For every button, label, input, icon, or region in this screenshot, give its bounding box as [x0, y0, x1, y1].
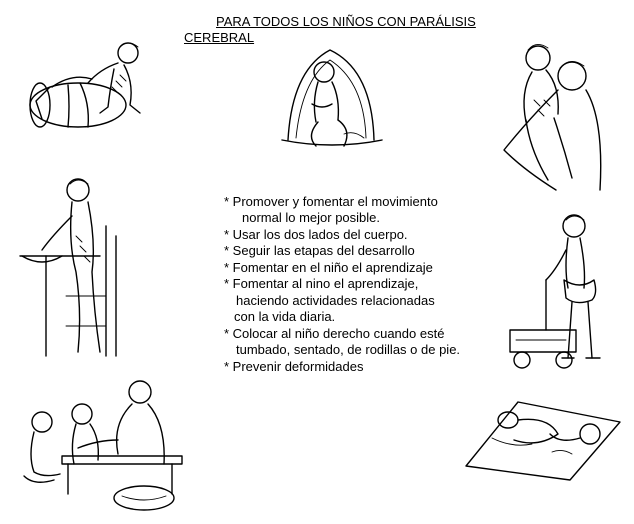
list-line: normal lo mejor posible.	[242, 210, 381, 225]
list-line: * Prevenir deformidades	[224, 359, 364, 374]
list-line: tumbado, sentado, de rodillas o de pie.	[236, 342, 461, 357]
list-line: con la vida diaria.	[234, 309, 336, 324]
child-crawling-over-roll-illustration	[20, 35, 165, 140]
child-pushing-walker-cart-illustration	[506, 210, 608, 375]
children-playing-at-table-illustration	[22, 380, 200, 515]
adult-holding-child-illustration	[498, 40, 608, 200]
list-line: * Promover y fomentar el movimiento	[224, 194, 438, 209]
list-line: haciendo actividades relacionadas	[236, 293, 435, 308]
page-title-line-2: CEREBRAL	[184, 30, 255, 45]
list-line: * Colocar al niño derecho cuando esté	[224, 326, 445, 341]
list-line: * Seguir las etapas del desarrollo	[224, 243, 415, 258]
children-lying-on-mat-illustration	[462, 394, 622, 482]
page-title-line-1: PARA TODOS LOS NIÑOS CON PARÁLISIS	[216, 14, 476, 29]
child-sitting-in-tent-illustration	[282, 42, 382, 162]
child-standing-frame-at-table-illustration	[16, 176, 134, 366]
list-line: * Usar los dos lados del cuerpo.	[224, 227, 408, 242]
list-line: * Fomentar al nino el aprendizaje,	[224, 276, 419, 291]
list-line: * Fomentar en el niño el aprendizaje	[224, 260, 433, 275]
